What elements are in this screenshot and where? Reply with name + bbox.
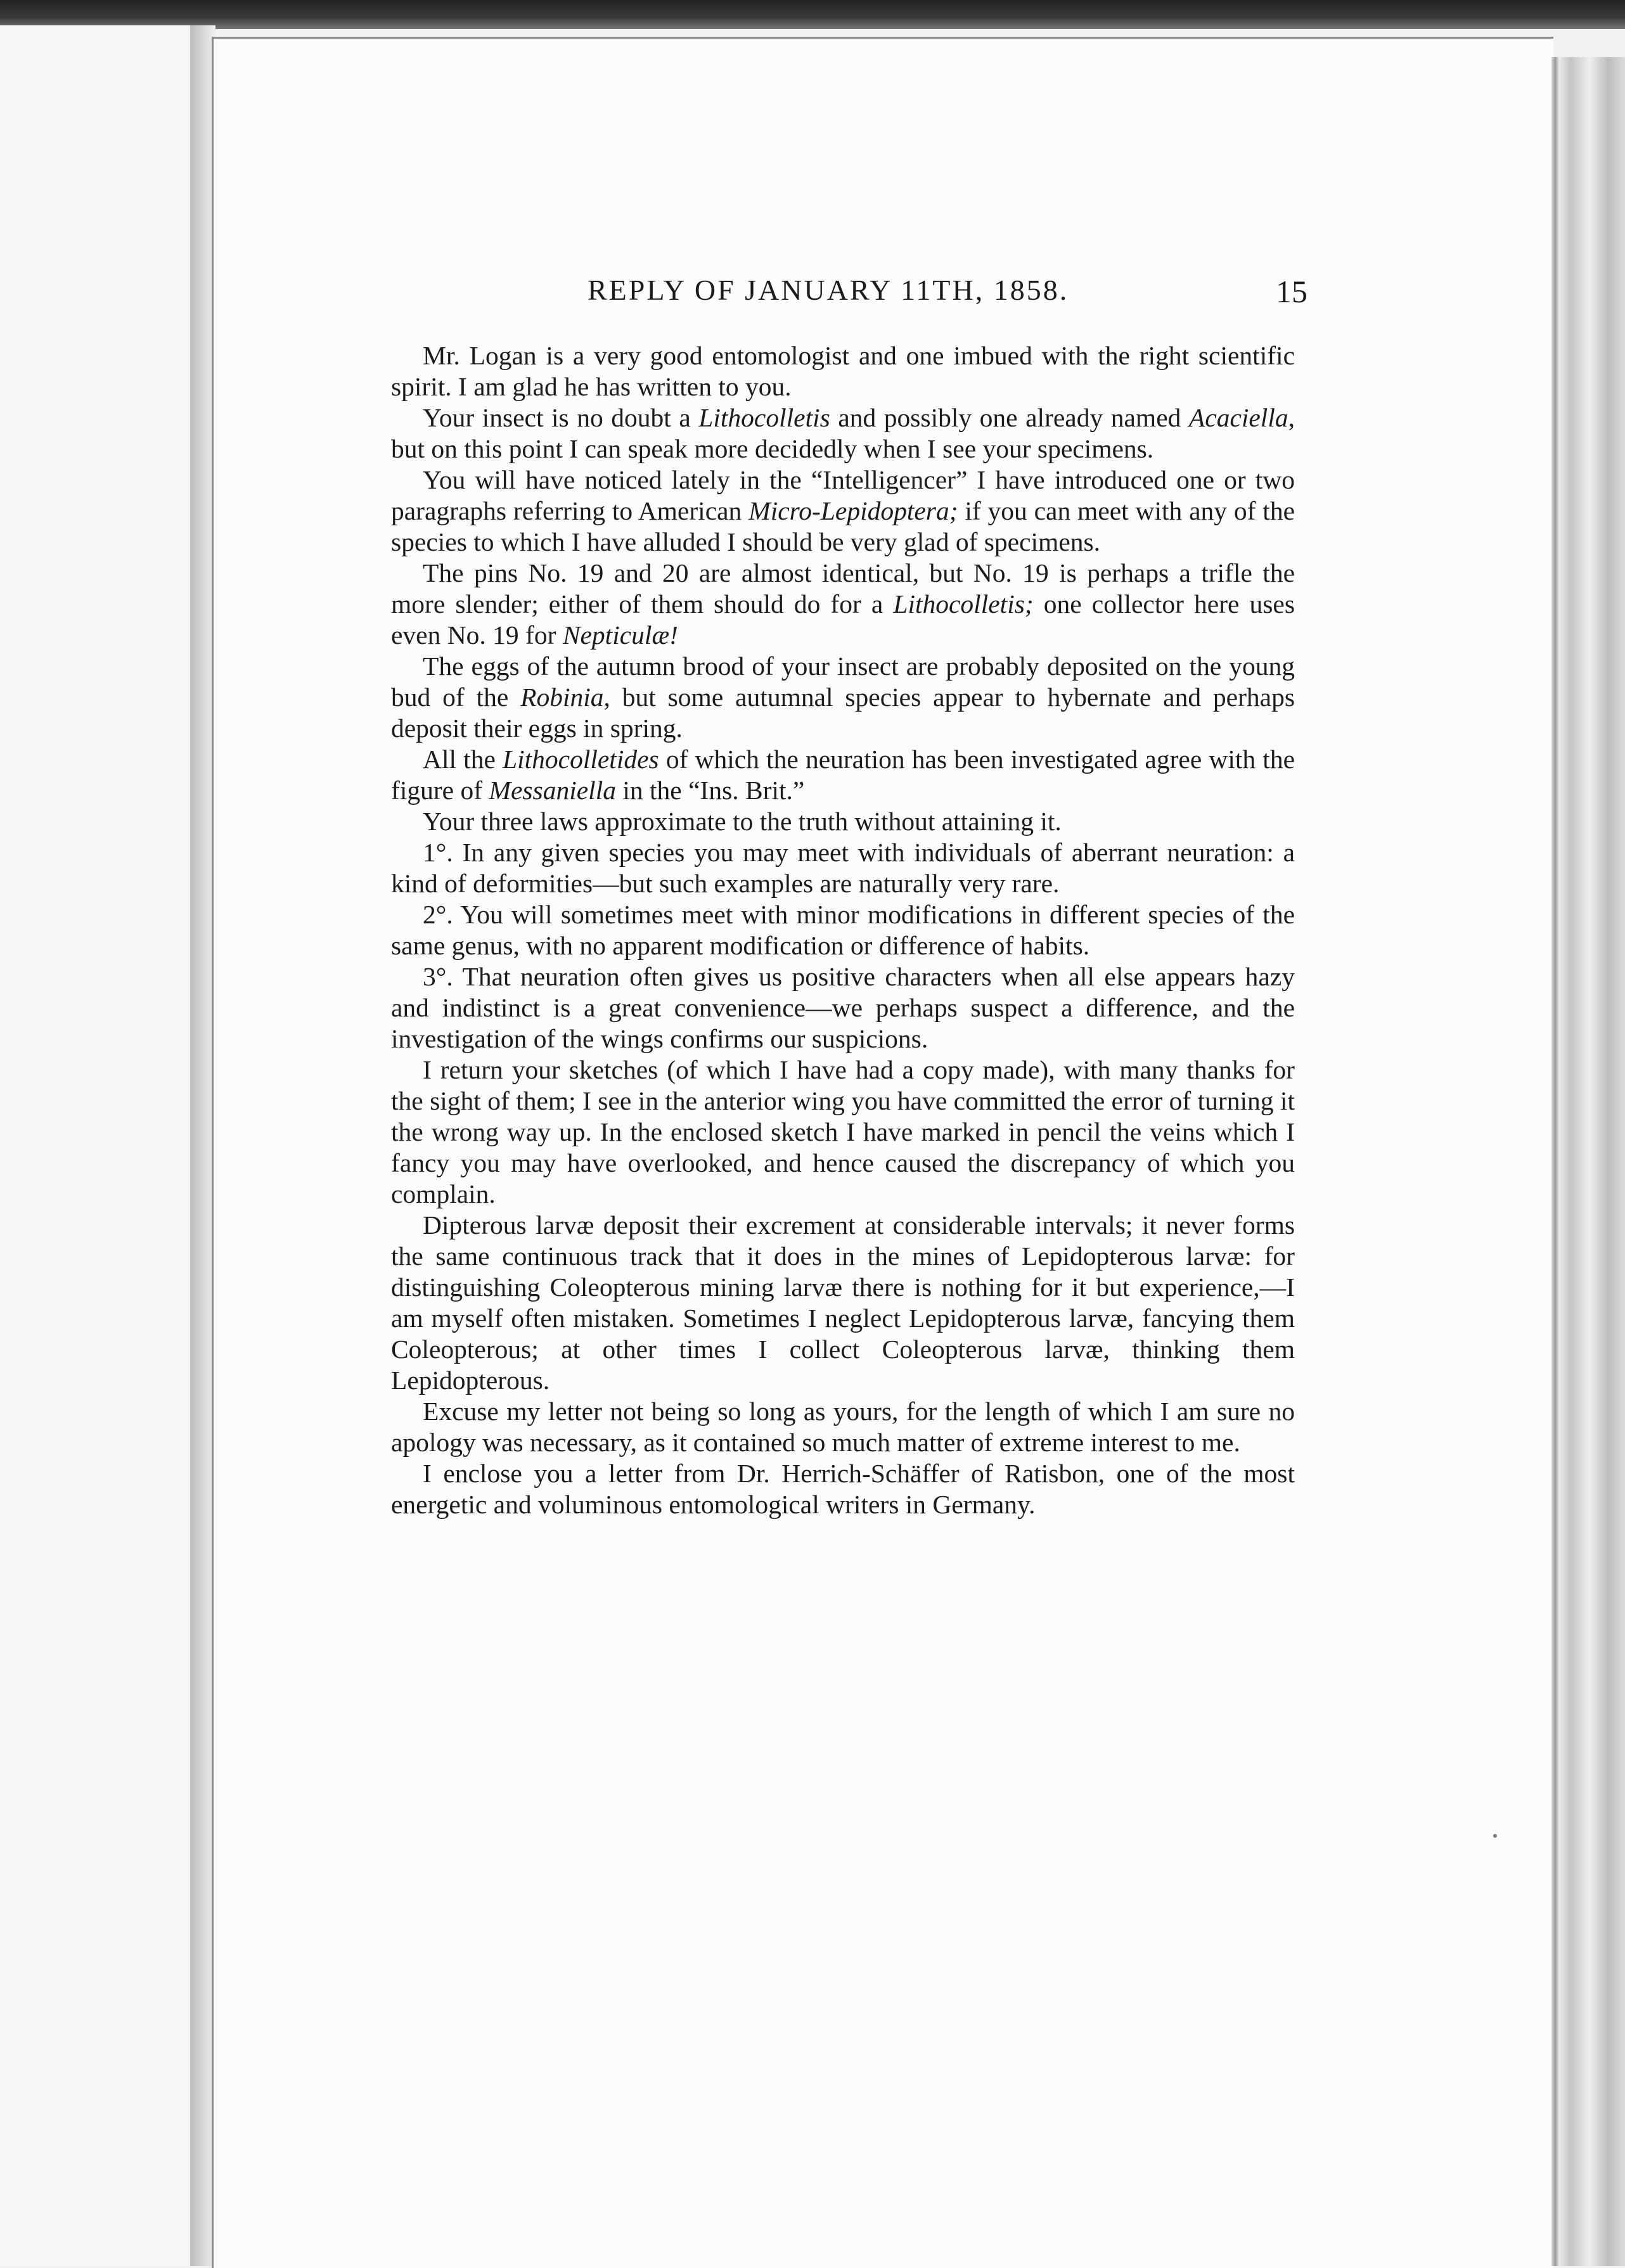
- paragraph: [391, 340, 1295, 402]
- body-text: [391, 340, 1295, 1520]
- paragraph: [391, 464, 1295, 558]
- text-run: if you can meet with any of the species to which I have alluded I should be very glad of specimens.: [391, 496, 1295, 556]
- paragraph: [391, 1396, 1295, 1458]
- italic-term: Lithocolletides: [503, 745, 659, 774]
- book-page: [212, 37, 1553, 2268]
- text-run: and possibly one already named: [830, 403, 1189, 432]
- text-run: I return your sketches (of which I have had a copy made), with many thanks for the sight of them; I see in the anterior wing you have committed the error of turning it the wrong way up. In the enclosed sketch I have marked in pencil the veins which I fancy you may have overlooked, and hence caused the discrepancy of which you complain.: [391, 1055, 1295, 1208]
- italic-term: Acaciella: [1188, 403, 1288, 432]
- paragraph: [391, 1054, 1295, 1210]
- italic-term: Micro-Lepidoptera;: [748, 496, 958, 525]
- text-run: 2°. You will sometimes meet with minor modifications in different species of the same genus, with no apparent modification or difference of habits.: [391, 900, 1295, 960]
- text-run: Your insect is no doubt a: [423, 403, 699, 432]
- scan-border-top: [0, 0, 1625, 29]
- paragraph: [391, 837, 1295, 899]
- text-run: , but on this point I can speak more decidedly when I see your specimens.: [391, 403, 1295, 463]
- paragraph: [391, 961, 1295, 1054]
- page-number: 15: [1276, 274, 1307, 309]
- text-run: in the “Ins. Brit.”: [615, 776, 805, 805]
- text-run: You will have noticed lately in the “Intelligencer” I have introduced one or two paragraphs referring to American: [391, 465, 1295, 525]
- text-run: one collector here uses even No. 19 for: [391, 589, 1295, 650]
- running-head: [214, 254, 1553, 311]
- paragraph: [391, 899, 1295, 961]
- italic-term: Robinia: [520, 682, 604, 712]
- paragraph: [391, 1210, 1295, 1396]
- text-run: 3°. That neuration often gives us positive characters when all else appears hazy and indistinct is a great convenience—we perhaps suspect a difference, and the investigation of the wings confirms our suspicions.: [391, 962, 1295, 1053]
- italic-term: Lithocolletis: [698, 403, 830, 432]
- paragraph: [391, 558, 1295, 651]
- paragraph: [391, 651, 1295, 744]
- text-run: Mr. Logan is a very good entomologist and one imbued with the right scientific spirit. I am glad he has written to you.: [391, 341, 1295, 401]
- text-run: 1°. In any given species you may meet with individuals of aberrant neuration: a kind of deformities—but such examples are naturally very rare.: [391, 838, 1295, 898]
- text-run: Dipterous larvæ deposit their excrement at considerable intervals; it never forms the same continuous track that it does in the mines of Lepidopterous larvæ: for distinguishing Coleopterous mining larvæ there is nothing for it but experience,—I am myself often mistaken. Sometimes I neglect Lepidopterous larvæ, fancying them Coleopterous; at other times I collect Coleopterous larvæ, thinking them Lepidopterous.: [391, 1210, 1295, 1395]
- italic-term: Lithocolletis;: [893, 589, 1034, 618]
- italic-term: Messaniella: [489, 776, 616, 805]
- previous-page-edge: [0, 25, 193, 2266]
- italic-term: Nepticulæ!: [562, 620, 678, 650]
- paragraph: [391, 744, 1295, 806]
- text-run: Your three laws approximate to the truth without attaining it.: [423, 807, 1062, 836]
- text-run: of which the neuration has been investigated agree with the figure of: [391, 745, 1295, 805]
- paragraph: [391, 1458, 1295, 1520]
- running-head-title: REPLY OF JANUARY 11TH, 1858.: [588, 274, 1069, 306]
- text-run: The eggs of the autumn brood of your insect are probably deposited on the young bud of the: [391, 651, 1295, 712]
- text-run: The pins No. 19 and 20 are almost identical, but No. 19 is perhaps a trifle the more slender; either of them should do for a: [391, 558, 1295, 618]
- text-run: I enclose you a letter from Dr. Herrich-Schäffer of Ratisbon, one of the most energetic and voluminous entomological writers in Germany.: [391, 1459, 1295, 1519]
- text-run: , but some autumnal species appear to hybernate and perhaps deposit their eggs in spring.: [391, 682, 1295, 743]
- paragraph: [391, 402, 1295, 464]
- page-stack-edge: [1551, 57, 1625, 2266]
- paragraph: [391, 806, 1295, 837]
- text-run: All the: [423, 745, 503, 774]
- scan-speck: [1493, 1834, 1497, 1838]
- text-run: Excuse my letter not being so long as yours, for the length of which I am sure no apology was necessary, as it contained so much matter of extreme interest to me.: [391, 1397, 1295, 1457]
